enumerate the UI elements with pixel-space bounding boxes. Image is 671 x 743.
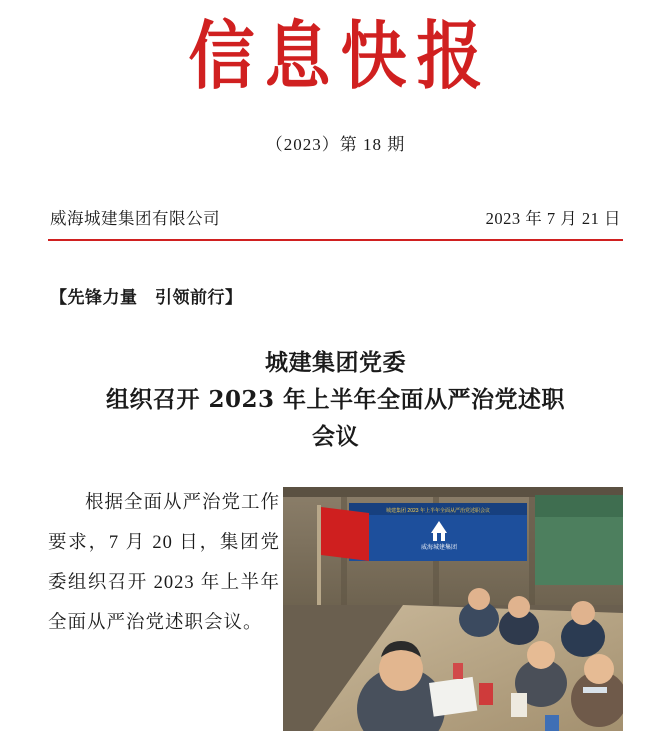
headline-line-1: 城建集团党委 [265,349,406,376]
headline-line-2: 组织召开 2023 年上半年全面从严治党述职 [105,386,566,413]
section-tagline: 【先锋力量 引领前行】 [50,288,243,307]
svg-text:城建集团 2023 年上半年全面从严治党述职会议: 城建集团 2023 年上半年全面从严治党述职会议 [386,508,490,514]
paragraph-text: 根据全面从严治党工作要求，7 月 20 日，集团党委组织召开 2023 年上半年全面从严治党述职会议。 [48,493,281,633]
article-paragraph [48,483,280,643]
masthead [48,0,623,102]
article-body-area [48,483,623,733]
meeting-room-photo [283,487,623,731]
meta-row [48,205,623,241]
headline-line-3: 会议 [312,423,359,450]
svg-text:威海城建集团: 威海城建集团 [420,545,458,551]
masthead-title: 信息快报 [188,11,493,100]
publication-date: 2023 年 7 月 21 日 [485,209,621,228]
article-headline [48,344,623,455]
publisher-name: 威海城建集团有限公司 [50,209,220,228]
issue-number: （2023）第 18 期 [265,135,406,154]
article-photo [283,487,623,731]
